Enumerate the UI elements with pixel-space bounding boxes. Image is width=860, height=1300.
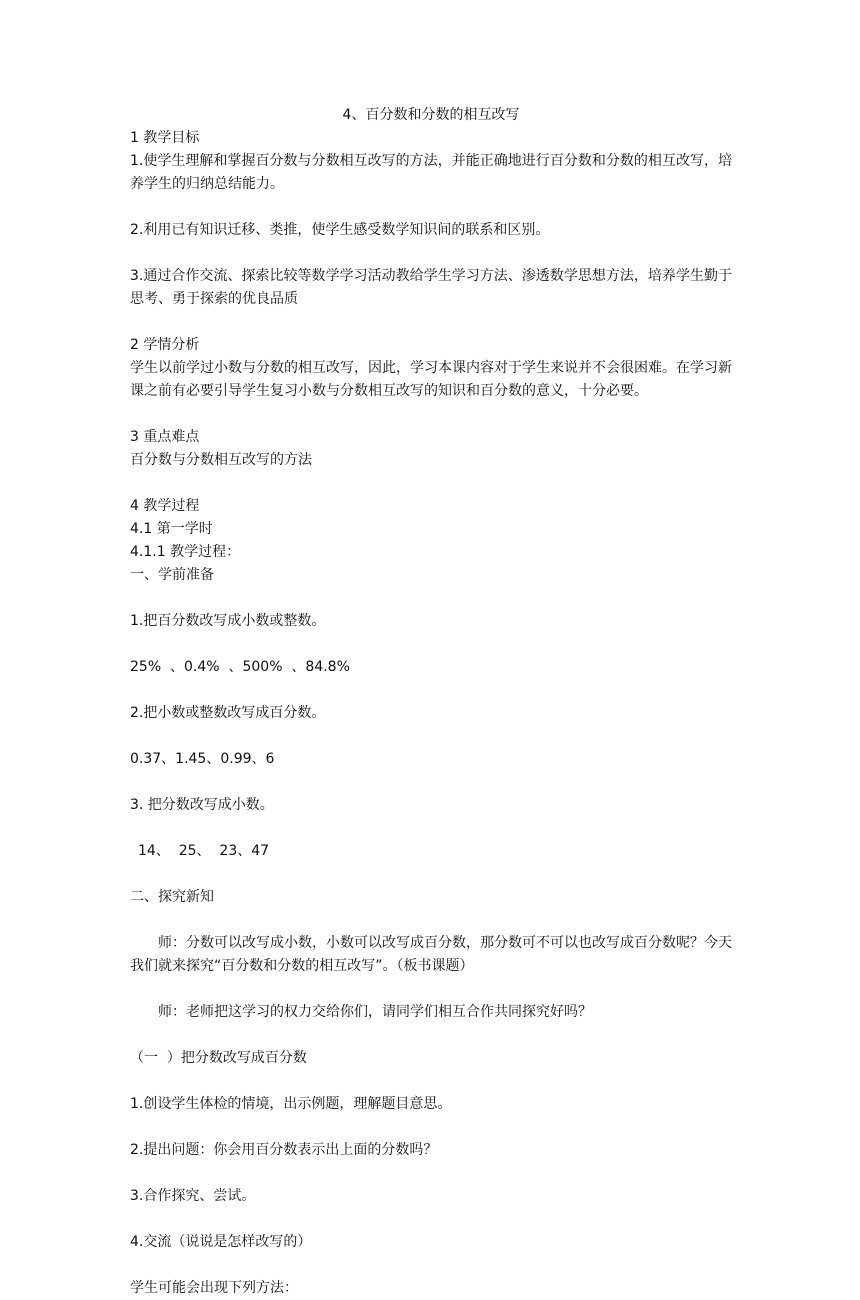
teacher-line-2: 师：老师把这学习的权力交给你们，请同学们相互合作共同探究好吗？	[158, 1004, 592, 1020]
step-3: 3.合作探究、尝试。	[130, 1188, 256, 1204]
goal-1: 1.使学生理解和掌握百分数与分数相互改写的方法，并能正确地进行百分数和分数的相互改写，培养学生的归纳总结能力。	[130, 153, 732, 192]
lesson-heading: 4.1 第一学时	[130, 521, 213, 537]
goal-3: 3.通过合作交流、探索比较等数学学习活动教给学生学习方法、渗透数学思想方法，培养学生勤于思考、勇于探索的优良品质	[130, 268, 732, 307]
prep-item-3: 3. 把分数改写成小数。	[130, 797, 274, 813]
step-4: 4.交流（说说是怎样改写的）	[130, 1234, 312, 1250]
part-1-heading: （一 ）把分数改写成百分数	[130, 1050, 307, 1066]
step-1: 1.创设学生体检的情境，出示例题，理解题目意思。	[130, 1096, 452, 1112]
prep-item-1-values: 25% 、0.4% 、500% 、84.8%	[130, 659, 350, 675]
analysis-text: 学生以前学过小数与分数的相互改写，因此，学习本课内容对于学生来说并不会很困难。在学习新课之前有必要引导学生复习小数与分数相互改写的知识和百分数的意义，十分必要。	[130, 360, 732, 399]
analysis-heading: 2 学情分析	[130, 337, 200, 353]
keypoints-text: 百分数与分数相互改写的方法	[130, 452, 312, 468]
teacher-line-1: 师：分数可以改写成小数，小数可以改写成百分数，那分数可不可以也改写成百分数呢？今天我们就来探究“百分数和分数的相互改写”。（板书课题）	[130, 935, 732, 974]
prep-heading: 一、学前准备	[130, 567, 214, 583]
step-5: 学生可能会出现下列方法：	[130, 1280, 298, 1296]
prep-item-1: 1.把百分数改写成小数或整数。	[130, 613, 326, 629]
explore-heading: 二、探究新知	[130, 889, 214, 905]
prep-item-2: 2.把小数或整数改写成百分数。	[130, 705, 326, 721]
step-2: 2.提出问题：你会用百分数表示出上面的分数吗？	[130, 1142, 438, 1158]
keypoints-heading: 3 重点难点	[130, 429, 200, 445]
goal-2: 2.利用已有知识迁移、类推，使学生感受数学知识间的联系和区别。	[130, 222, 550, 238]
document-title: 4、百分数和分数的相互改写	[342, 107, 520, 123]
goals-heading: 1 教学目标	[130, 130, 200, 146]
prep-item-3-values: 14、 25、 23、47	[138, 843, 270, 859]
document-body	[130, 104, 732, 1300]
prep-item-2-values: 0.37、1.45、0.99、6	[130, 751, 275, 767]
process-heading: 4 教学过程	[130, 498, 200, 514]
process-sub-heading: 4.1.1 教学过程：	[130, 544, 241, 560]
